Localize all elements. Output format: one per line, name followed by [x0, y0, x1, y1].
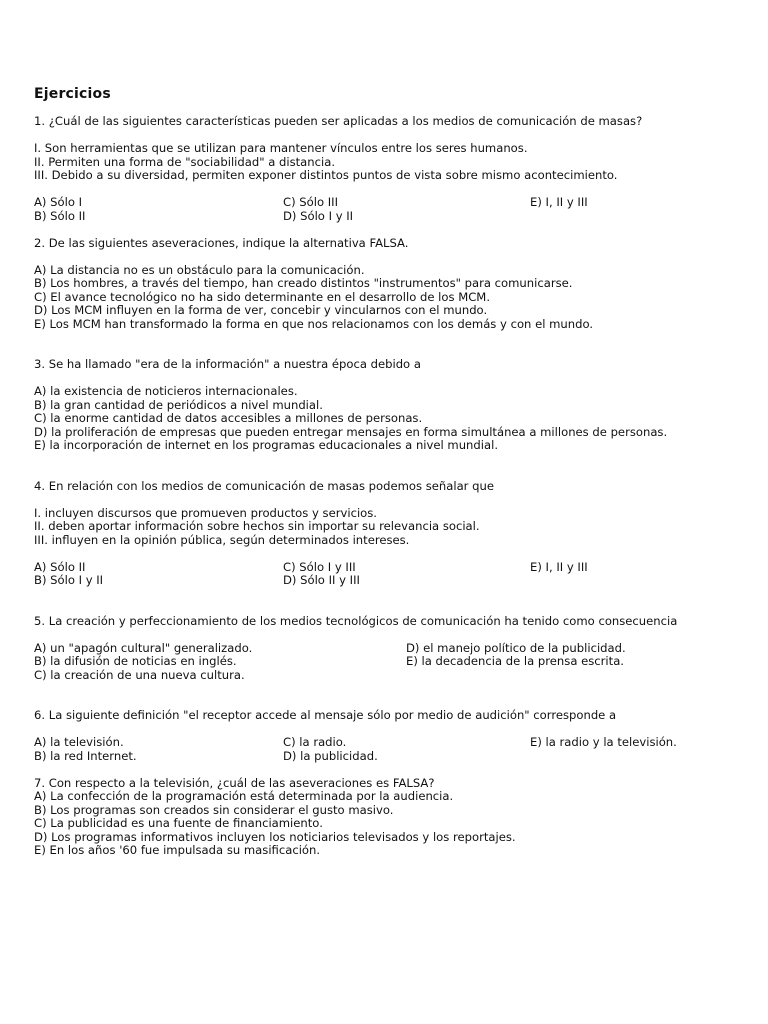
question-5-option-c: C) la creación de una nueva cultura. [34, 667, 245, 682]
question-6-stem: 6. La siguiente definición "el receptor accede al mensaje sólo por medio de audición" corresponde a [34, 708, 617, 722]
question-1-options [34, 196, 734, 223]
question-5 [34, 615, 734, 683]
question-4-option-d: D) Sólo II y III [283, 573, 360, 587]
question-2 [34, 237, 734, 332]
page-title: Ejercicios [34, 86, 111, 102]
question-5-stem: 5. La creación y perfeccionamiento de los medios tecnológicos de comunicación ha tenido como consecuencia [34, 613, 678, 628]
question-2-option-a: A) La distancia no es un obstáculo para la comunicación. [34, 262, 365, 277]
question-3-stem: 3. Se ha llamado "era de la información" a nuestra época debido a [34, 357, 421, 371]
question-1-statement-1: I. Son herramientas que se utilizan para mantener vínculos entre los seres humanos. [34, 141, 528, 155]
question-5-option-a: A) un "apagón cultural" generalizado. [34, 640, 253, 655]
question-4-statement-1: I. incluyen discursos que promueven productos y servicios. [34, 505, 377, 520]
question-5-option-b: B) la difusión de noticias en inglés. [34, 654, 237, 668]
question-1-option-a: A) Sólo I [34, 195, 83, 209]
question-1-option-d: D) Sólo I y II [283, 208, 354, 223]
question-7 [34, 777, 734, 858]
question-2-option-d: D) Los MCM influyen en la forma de ver, concebir y vincularnos con el mundo. [34, 303, 488, 317]
question-6-option-c: C) la radio. [283, 735, 347, 749]
question-4-stem: 4. En relación con los medios de comunicación de masas podemos señalar que [34, 478, 494, 493]
question-3-option-c: C) la enorme cantidad de datos accesibles a millones de personas. [34, 411, 423, 425]
question-3-option-a: A) la existencia de noticieros internacionales. [34, 384, 298, 398]
question-1-option-b: B) Sólo II [34, 208, 86, 223]
question-3 [34, 358, 734, 453]
question-2-option-c: C) El avance tecnológico no ha sido determinante en el desarrollo de los MCM. [34, 289, 490, 304]
question-6-option-b: B) la red Internet. [34, 748, 137, 763]
question-6-option-e: E) la radio y la televisión. [530, 735, 677, 749]
question-4-options [34, 561, 734, 588]
question-5-option-d: D) el manejo político de la publicidad. [406, 640, 626, 655]
question-7-option-a: A) La confección de la programación está determinada por la audiencia. [34, 789, 454, 803]
question-2-option-e: E) Los MCM han transformado la forma en que nos relacionamos con los demás y con el mundo. [34, 316, 594, 331]
question-4-option-a: A) Sólo II [34, 559, 86, 574]
question-4-statement-2: II. deben aportar información sobre hechos sin importar su relevancia social. [34, 519, 480, 533]
question-1-statement-3: III. Debido a su diversidad, permiten exponer distintos puntos de vista sobre mismo acontecimiento. [34, 168, 618, 182]
question-1-statement-2: II. Permiten una forma de "sociabilidad" a distancia. [34, 154, 336, 169]
question-7-option-d: D) Los programas informativos incluyen los noticiarios televisados y los reportajes. [34, 829, 516, 844]
question-3-option-b: B) la gran cantidad de periódicos a nivel mundial. [34, 397, 323, 412]
question-1 [34, 115, 734, 223]
question-7-option-b: B) Los programas son creados sin considerar el gusto masivo. [34, 802, 394, 817]
question-3-option-e: E) la incorporación de internet en los programas educacionales a nivel mundial. [34, 438, 498, 452]
question-1-option-c: C) Sólo III [283, 195, 339, 209]
exercise-sheet [34, 86, 734, 858]
question-4-option-b: B) Sólo I y II [34, 573, 104, 587]
question-6 [34, 709, 734, 763]
question-5-option-e: E) la decadencia de la prensa escrita. [406, 654, 624, 668]
question-6-option-a: A) la televisión. [34, 735, 124, 749]
question-4 [34, 480, 734, 588]
question-1-stem: 1. ¿Cuál de las siguientes características pueden ser aplicadas a los medios de comunicación de masas? [34, 114, 643, 128]
question-2-stem: 2. De las siguientes aseveraciones, indique la alternativa FALSA. [34, 235, 409, 250]
question-7-stem: 7. Con respecto a la televisión, ¿cuál de las aseveraciones es FALSA? [34, 775, 435, 790]
question-4-option-c: C) Sólo I y III [283, 559, 356, 574]
question-6-options [34, 736, 734, 763]
question-7-option-e: E) En los años '60 fue impulsada su masificación. [34, 843, 321, 857]
question-1-option-e: E) I, II y III [530, 195, 588, 209]
question-2-option-b: B) Los hombres, a través del tiempo, han creado distintos "instrumentos" para comunicarse. [34, 276, 573, 290]
question-6-option-d: D) la publicidad. [283, 748, 378, 763]
question-7-option-c: C) La publicidad es una fuente de financiamiento. [34, 816, 323, 830]
question-4-option-e: E) I, II y III [530, 559, 588, 574]
question-3-option-d: D) la proliferación de empresas que pueden entregar mensajes en forma simultánea a millones de personas. [34, 424, 668, 439]
question-4-statement-3: III. influyen en la opinión pública, según determinados intereses. [34, 532, 410, 547]
question-5-options [34, 642, 734, 683]
